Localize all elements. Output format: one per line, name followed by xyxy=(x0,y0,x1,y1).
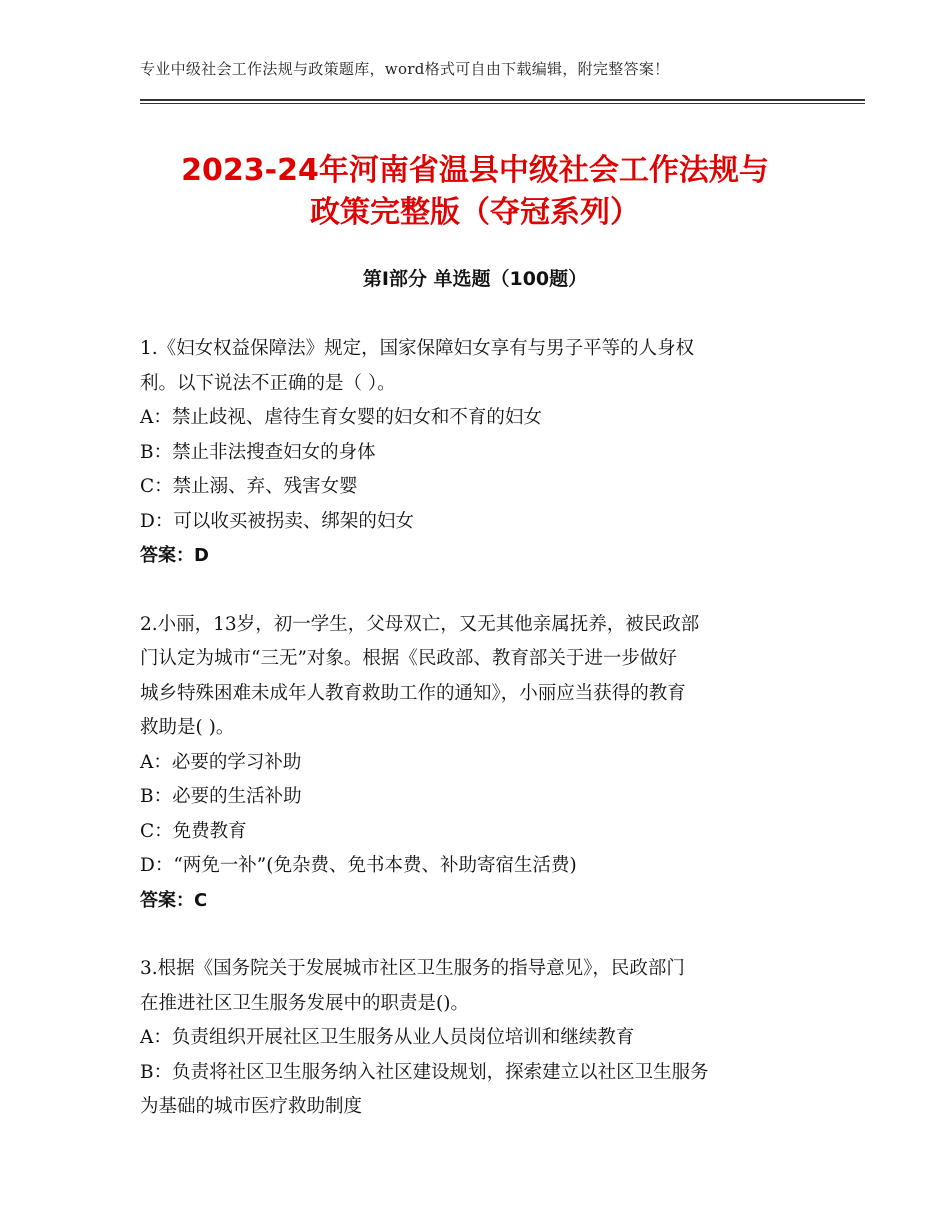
title-line-2: 政策完整版（夺冠系列） xyxy=(310,195,640,230)
answer-line: 答案：D xyxy=(140,545,209,566)
header-rule-thin xyxy=(140,103,865,104)
option-line: C：禁止溺、弃、残害女婴 xyxy=(140,476,358,497)
header-note: 专业中级社会工作法规与政策题库，word格式可自由下载编辑，附完整答案！ xyxy=(140,60,670,78)
option-line: B：必要的生活补助 xyxy=(140,786,302,807)
answer-line: 答案：C xyxy=(140,889,208,911)
option-line: A：负责组织开展社区卫生服务从业人员岗位培训和继续教育 xyxy=(140,1027,635,1048)
option-line: D：“两免一补”(免杂费、免书本费、补助寄宿生活费) xyxy=(140,855,577,876)
document-title xyxy=(130,150,820,234)
option-line: A：禁止歧视、虐待生育女婴的妇女和不育的妇女 xyxy=(140,407,542,428)
question-item xyxy=(140,332,810,574)
question-list xyxy=(140,332,810,1159)
title-line-1: 2023-24年河南省温县中级社会工作法规与 xyxy=(181,153,769,188)
question-text-line: 利。以下说法不正确的是（ ）。 xyxy=(140,372,396,394)
option-line: B：禁止非法搜查妇女的身体 xyxy=(140,441,376,463)
question-text-line: 门认定为城市“三无”对象。根据《民政部、教育部关于进一步做好 xyxy=(140,648,677,669)
question-text-line: 在推进社区卫生服务发展中的职责是()。 xyxy=(140,992,469,1014)
section-heading: 第Ⅰ部分 单选题（100题） xyxy=(362,268,588,290)
header-rule-thick xyxy=(140,99,865,101)
option-line: C：免费教育 xyxy=(140,820,247,842)
question-item xyxy=(140,608,810,919)
question-text-line: 2.小丽，13岁，初一学生，父母双亡，又无其他亲属抚养，被民政部 xyxy=(140,613,700,635)
option-line: D：可以收买被拐卖、绑架的妇女 xyxy=(140,510,414,532)
question-text-line: 为基础的城市医疗救助制度 xyxy=(140,1096,363,1117)
question-text-line: 城乡特殊困难未成年人教育救助工作的通知》，小丽应当获得的教育 xyxy=(140,682,686,704)
question-text-line: 救助是( )。 xyxy=(140,717,235,738)
question-text-line: 1.《妇女权益保障法》规定，国家保障妇女享有与男子平等的人身权 xyxy=(140,338,695,359)
question-item xyxy=(140,952,810,1125)
question-text-line: 3.根据《国务院关于发展城市社区卫生服务的指导意见》，民政部门 xyxy=(140,958,685,979)
option-line: A：必要的学习补助 xyxy=(140,751,302,773)
option-line: B：负责将社区卫生服务纳入社区建设规划，探索建立以社区卫生服务 xyxy=(140,1061,709,1083)
